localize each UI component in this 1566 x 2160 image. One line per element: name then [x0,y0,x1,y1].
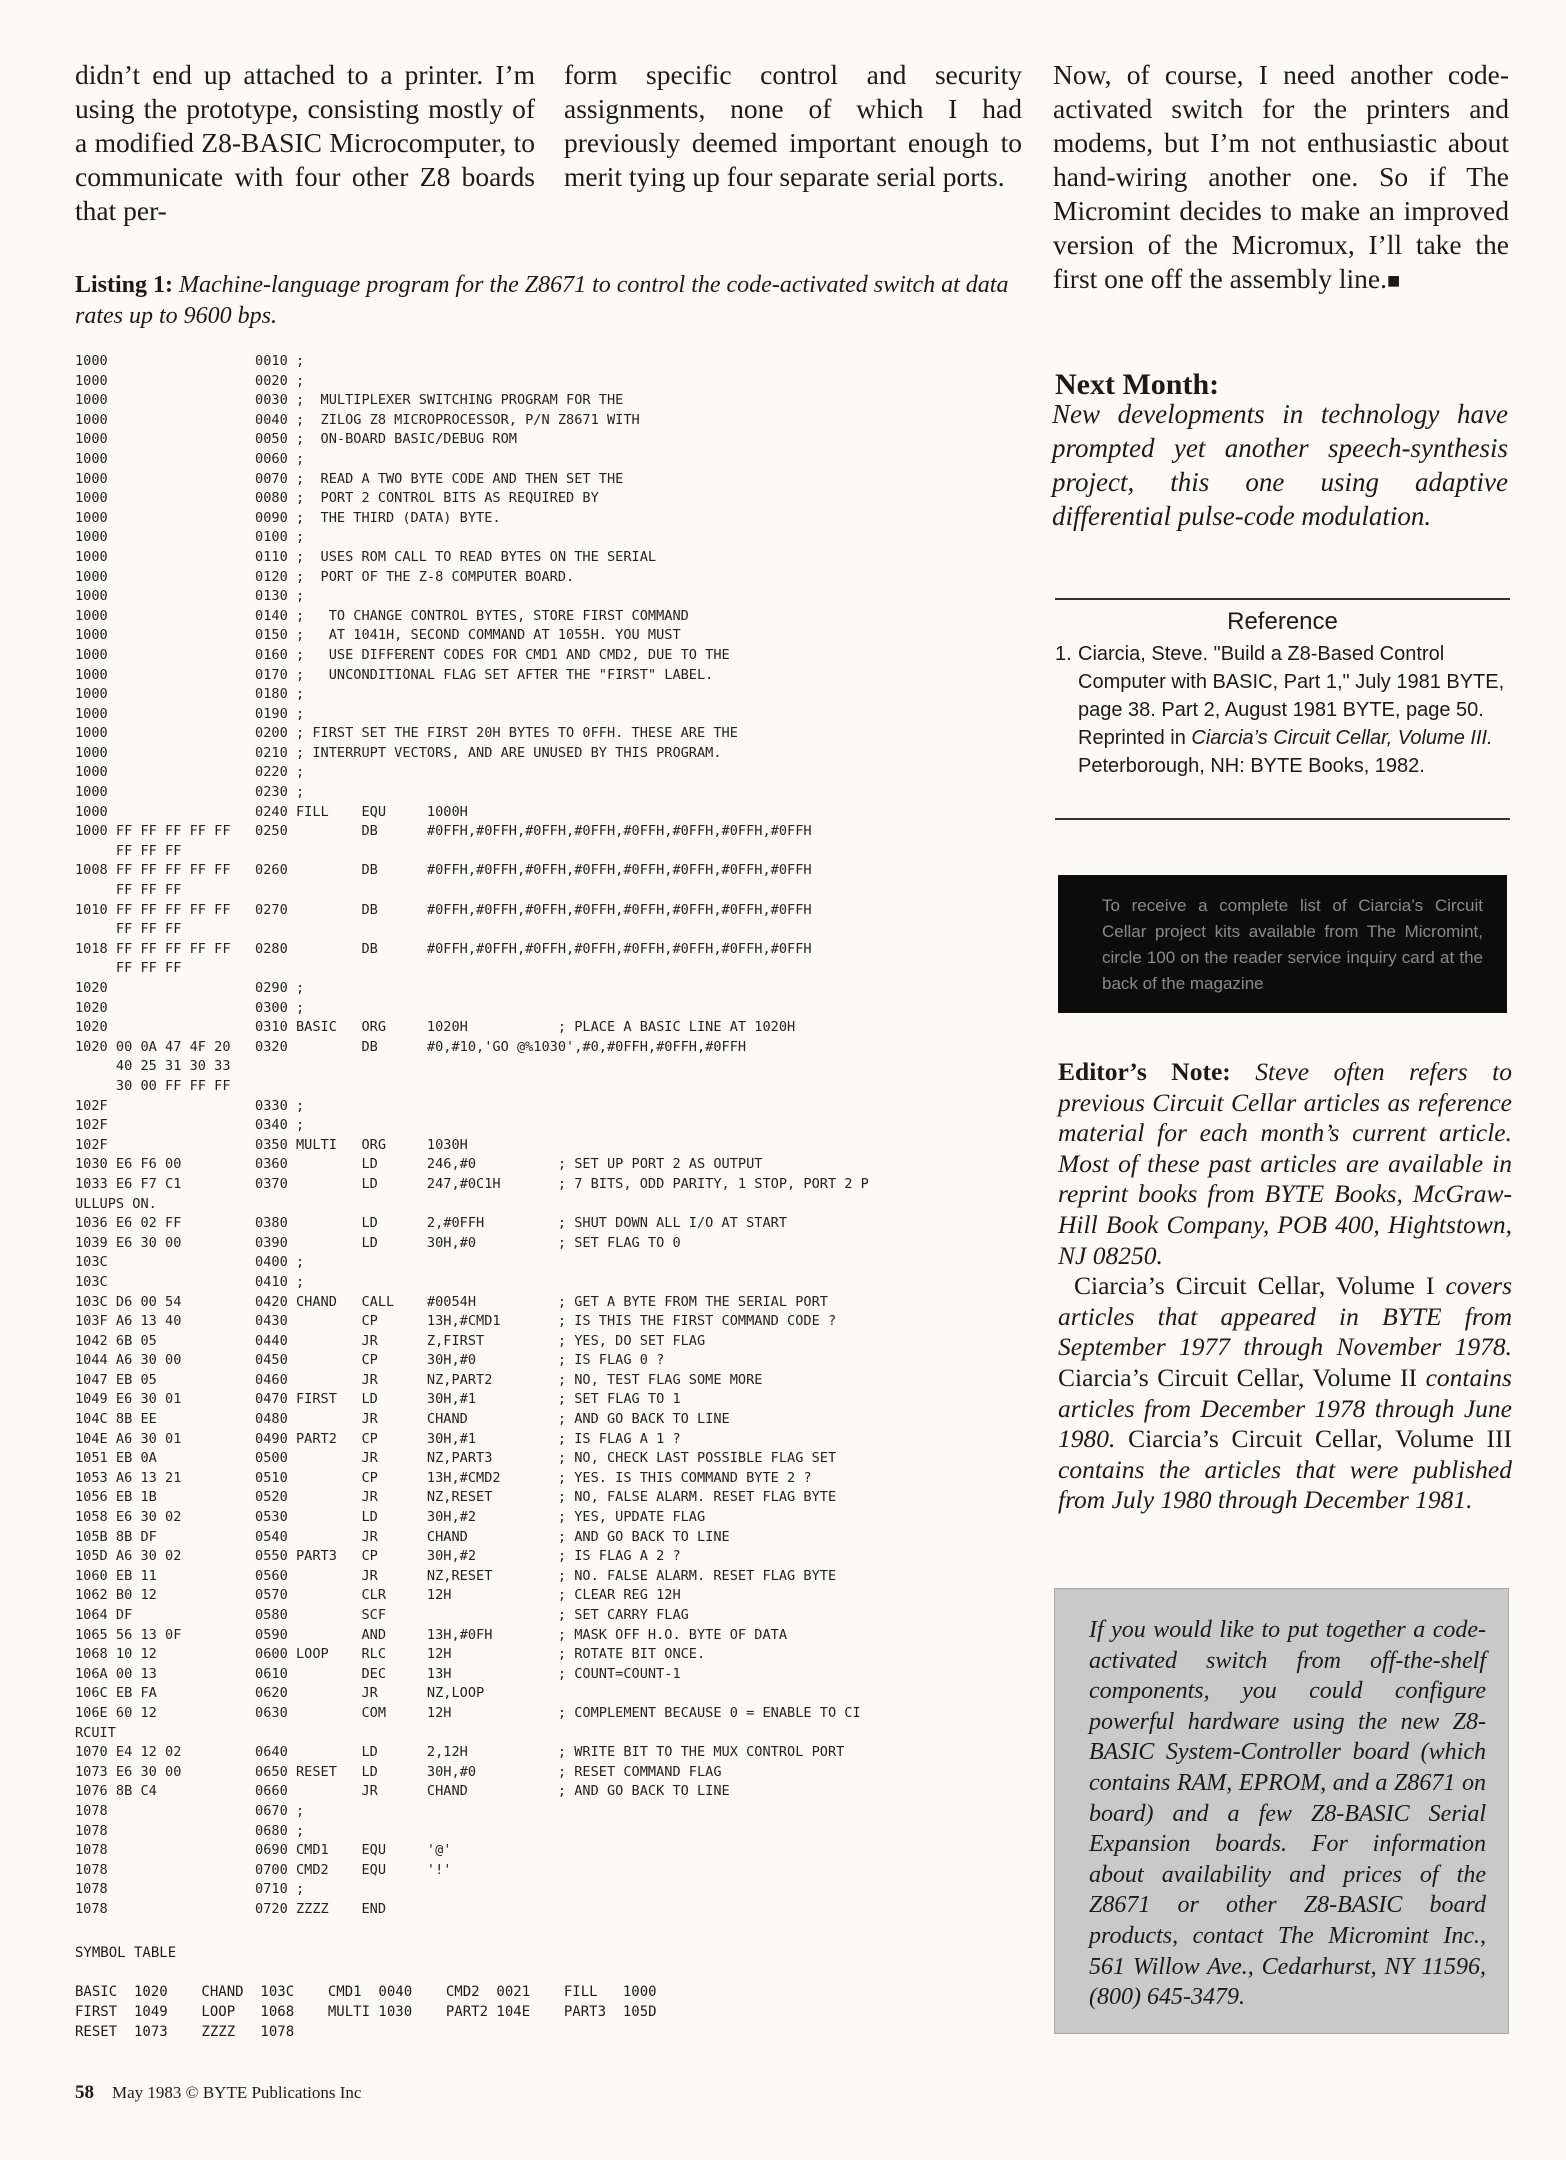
editors-note-p1: Steve often refers to previous Circuit Cellar articles as reference material for each month’s current article. Most of these past articles are available in reprint books from BYTE Books, McGraw-Hill Book Company, POB 400, Hightstown, NJ 08250. [1058,1057,1512,1270]
reference-text-after: Peterborough, NH: BYTE Books, 1982. [1078,755,1425,777]
intro-column-3-text: Now, of course, I need another code-activated switch for the printers and modems, but I’m not enthusiastic about hand-wiring another one. So if The Micromint decides to make an improved version of the Micromux, I’ll take the first one off the assembly line. [1053,59,1509,294]
reference-top-rule [1055,598,1510,600]
symbol-table-title: SYMBOL TABLE [75,1945,177,1961]
kit-list-box: To receive a complete list of Ciarcia’s Circuit Cellar project kits available from The Micromint, circle 100 on the reader service inquiry card at the back of the magazine [1058,875,1507,1013]
intro-column-1: didn’t end up attached to a printer. I’m using the prototype, consisting mostly of a modified Z8-BASIC Microcomputer, to communicate with four other Z8 boards that per- [75,59,535,226]
reference-number: 1. [1055,643,1072,665]
reference-book-title: Ciarcia’s Circuit Cellar, Volume III. [1191,727,1493,749]
editors-note-label: Editor’s Note: [1058,1057,1231,1086]
page-number: 58 [75,2082,94,2103]
page-footer [75,2082,361,2104]
reference-heading: Reference [1227,608,1338,635]
intro-column-2: form specific control and security assignments, none of which I had previously deemed important enough to merit tying up four separate serial ports. [564,59,1022,192]
reference-body [1078,640,1510,780]
volume-1-title: Ciarcia’s Circuit Cellar, Volume I [1074,1271,1435,1301]
volume-3-title: Ciarcia’s Circuit Cellar, Volume III [1128,1424,1513,1454]
volume-1-text: covers articles that appeared in BYTE from September 1977 through November 1978. [1058,1271,1512,1362]
code-listing: 1000 0010 ; 1000 0020 ; 1000 0030 ; MULTIPLEXER SWITCHING PROGRAM FOR THE 1000 0040 ; ZILOG Z8 MICROPROCESSOR, P/N Z8671 WITH 1000 0050 ; ON-BOARD BASIC/DEBUG ROM 1000 0060 ; 1000 0070 ; READ A TWO BYTE CODE AND THEN SET THE 1000 0080 ; PORT 2 CONTROL BITS AS REQUIRED BY 1000 0090 ; THE THIRD (DATA) BYTE. 1000 0100 ; 1000 0110 ; USES ROM CALL TO READ BYTES ON THE SERIAL 1000 0120 ; PORT OF THE Z-8 COMPUTER BOARD. 1000 0130 ; 1000 0140 ; TO CHANGE CONTROL BYTES, STORE FIRST COMMAND 1000 0150 ; AT 1041H, SECOND COMMAND AT 1055H. YOU MUST 1000 0160 ; USE DIFFERENT CODES FOR CMD1 AND CMD2, DUE TO THE 1000 0170 ; UNCONDITIONAL FLAG SET AFTER THE "FIRST" LABEL. 1000 0180 ; 1000 0190 ; 1000 0200 ; FIRST SET THE FIRST 20H BYTES TO 0FFH. THESE ARE THE 1000 0210 ; INTERRUPT VECTORS, AND ARE UNUSED BY THIS PROGRAM. 1000 0220 ; 1000 0230 ; 1000 0240 FILL EQU 1000H 1000 FF FF FF FF FF 0250 DB #0FFH,#0FFH,#0FFH,#0FFH,#0FFH,#0FFH,#0FFH,#0FFH FF FF FF 1008 FF FF FF FF FF 0260 DB #0FFH,#0FFH,#0FFH,#0FFH,#0FFH,#0FFH,#0FFH,#0FFH FF FF FF 1010 FF FF FF FF FF 0270 DB #0FFH,#0FFH,#0FFH,#0FFH,#0FFH,#0FFH,#0FFH,#0FFH FF FF FF 1018 FF FF FF FF FF 0280 DB #0FFH,#0FFH,#0FFH,#0FFH,#0FFH,#0FFH,#0FFH,#0FFH FF FF FF 1020 0290 ; 1020 0300 ; 1020 0310 BASIC ORG 1020H ; PLACE A BASIC LINE AT 1020H 1020 00 0A 47 4F 20 0320 DB #0,#10,'GO @%1030',#0,#0FFH,#0FFH,#0FFH 40 25 31 30 33 30 00 FF FF FF 102F 0330 ; 102F 0340 ; 102F 0350 MULTI ORG 1030H 1030 E6 F6 00 0360 LD 246,#0 ; SET UP PORT 2 AS OUTPUT 1033 E6 F7 C1 0370 LD 247,#0C1H ; 7 BITS, ODD PARITY, 1 STOP, PORT 2 P ULLUPS ON. 1036 E6 02 FF 0380 LD 2,#0FFH ; SHUT DOWN ALL I/O AT START 1039 E6 30 00 0390 LD 30H,#0 ; SET FLAG TO 0 103C 0400 ; 103C 0410 ; 103C D6 00 54 0420 CHAND CALL #0054H ; GET A BYTE FROM THE SERIAL PORT 103F A6 13 40 0430 CP 13H,#CMD1 ; IS THIS THE FIRST COMMAND CODE ? 1042 6B 05 0440 JR Z,FIRST ; YES, DO SET FLAG 1044 A6 30 00 0450 CP 30H,#0 ; IS FLAG 0 ? 1047 EB 05 0460 JR NZ,PART2 ; NO, TEST FLAG SOME MORE 1049 E6 30 01 0470 FIRST LD 30H,#1 ; SET FLAG TO 1 104C 8B EE 0480 JR CHAND ; AND GO BACK TO LINE 104E A6 30 01 0490 PART2 CP 30H,#1 ; IS FLAG A 1 ? 1051 EB 0A 0500 JR NZ,PART3 ; NO, CHECK LAST POSSIBLE FLAG SET 1053 A6 13 21 0510 CP 13H,#CMD2 ; YES. IS THIS COMMAND BYTE 2 ? 1056 EB 1B 0520 JR NZ,RESET ; NO, FALSE ALARM. RESET FLAG BYTE 1058 E6 30 02 0530 LD 30H,#2 ; YES, UPDATE FLAG 105B 8B DF 0540 JR CHAND ; AND GO BACK TO LINE 105D A6 30 02 0550 PART3 CP 30H,#2 ; IS FLAG A 2 ? 1060 EB 11 0560 JR NZ,RESET ; NO. FALSE ALARM. RESET FLAG BYTE 1062 B0 12 0570 CLR 12H ; CLEAR REG 12H 1064 DF 0580 SCF ; SET CARRY FLAG 1065 56 13 0F 0590 AND 13H,#0FH ; MASK OFF H.O. BYTE OF DATA 1068 10 12 0600 LOOP RLC 12H ; ROTATE BIT ONCE. 106A 00 13 0610 DEC 13H ; COUNT=COUNT-1 106C EB FA 0620 JR NZ,LOOP 106E 60 12 0630 COM 12H ; COMPLEMENT BECAUSE 0 = ENABLE TO CI RCUIT 1070 E4 12 02 0640 LD 2,12H ; WRITE BIT TO THE MUX CONTROL PORT 1073 E6 30 00 0650 RESET LD 30H,#0 ; RESET COMMAND FLAG 1076 8B C4 0660 JR CHAND ; AND GO BACK TO LINE 1078 0670 ; 1078 0680 ; 1078 0690 CMD1 EQU '@' 1078 0700 CMD2 EQU '!' 1078 0710 ; 1078 0720 ZZZZ END [75,353,869,1917]
sidebar-box: If you would like to put together a code-activated switch from off-the-shelf components, you could configure powerful hardware using the new Z8-BASIC System-Controller board (which contains RAM, EPROM, and a Z8671 on board) and a few Z8-BASIC Serial Expansion boards. For information about availability and prices of the Z8671 or other Z8-BASIC board products, contact The Micromint Inc., 561 Willow Ave., Cedarhurst, NY 11596, (800) 645-3479. [1054,1588,1509,2034]
reference-text-before: Ciarcia, Steve. "Build a Z8-Based Control Computer with BASIC, Part 1," July 1981 BYTE, page 38. Part 2, August 1981 BYTE, page 50. Reprinted in [1078,643,1505,749]
volume-2-title: Ciarcia’s Circuit Cellar, Volume II [1058,1362,1417,1392]
editors-note-p2 [1058,1271,1512,1516]
listing-caption-text: Machine-language program for the Z8671 to control the code-activated switch at data rates up to 9600 bps. [75,272,1009,329]
symbol-table: BASIC 1020 CHAND 103C CMD1 0040 CMD2 0021 FILL 1000 FIRST 1049 LOOP 1068 MULTI 1030 PART2 104E PART3 105D RESET 1073 ZZZZ 1078 [75,1984,657,2040]
intro-column-3 [1053,58,1509,298]
next-month-heading: Next Month: [1055,368,1220,401]
next-month-text: New developments in technology have prompted yet another speech-synthesis project, this one using adaptive differential pulse-code modulation. [1052,399,1508,531]
reference-entry [1055,640,1510,780]
reference-bottom-rule [1055,818,1510,820]
editors-note [1058,1057,1512,1516]
listing-caption [75,270,1025,332]
end-mark-icon: ■ [1387,268,1401,293]
listing-label: Listing 1: [75,272,174,298]
volume-3-text: contains the articles that were published from July 1980 through December 1981. [1058,1454,1512,1515]
footer-credit: May 1983 © BYTE Publications Inc [112,2083,362,2102]
volume-2-text: contains articles from December 1978 through June 1980. [1058,1362,1512,1454]
